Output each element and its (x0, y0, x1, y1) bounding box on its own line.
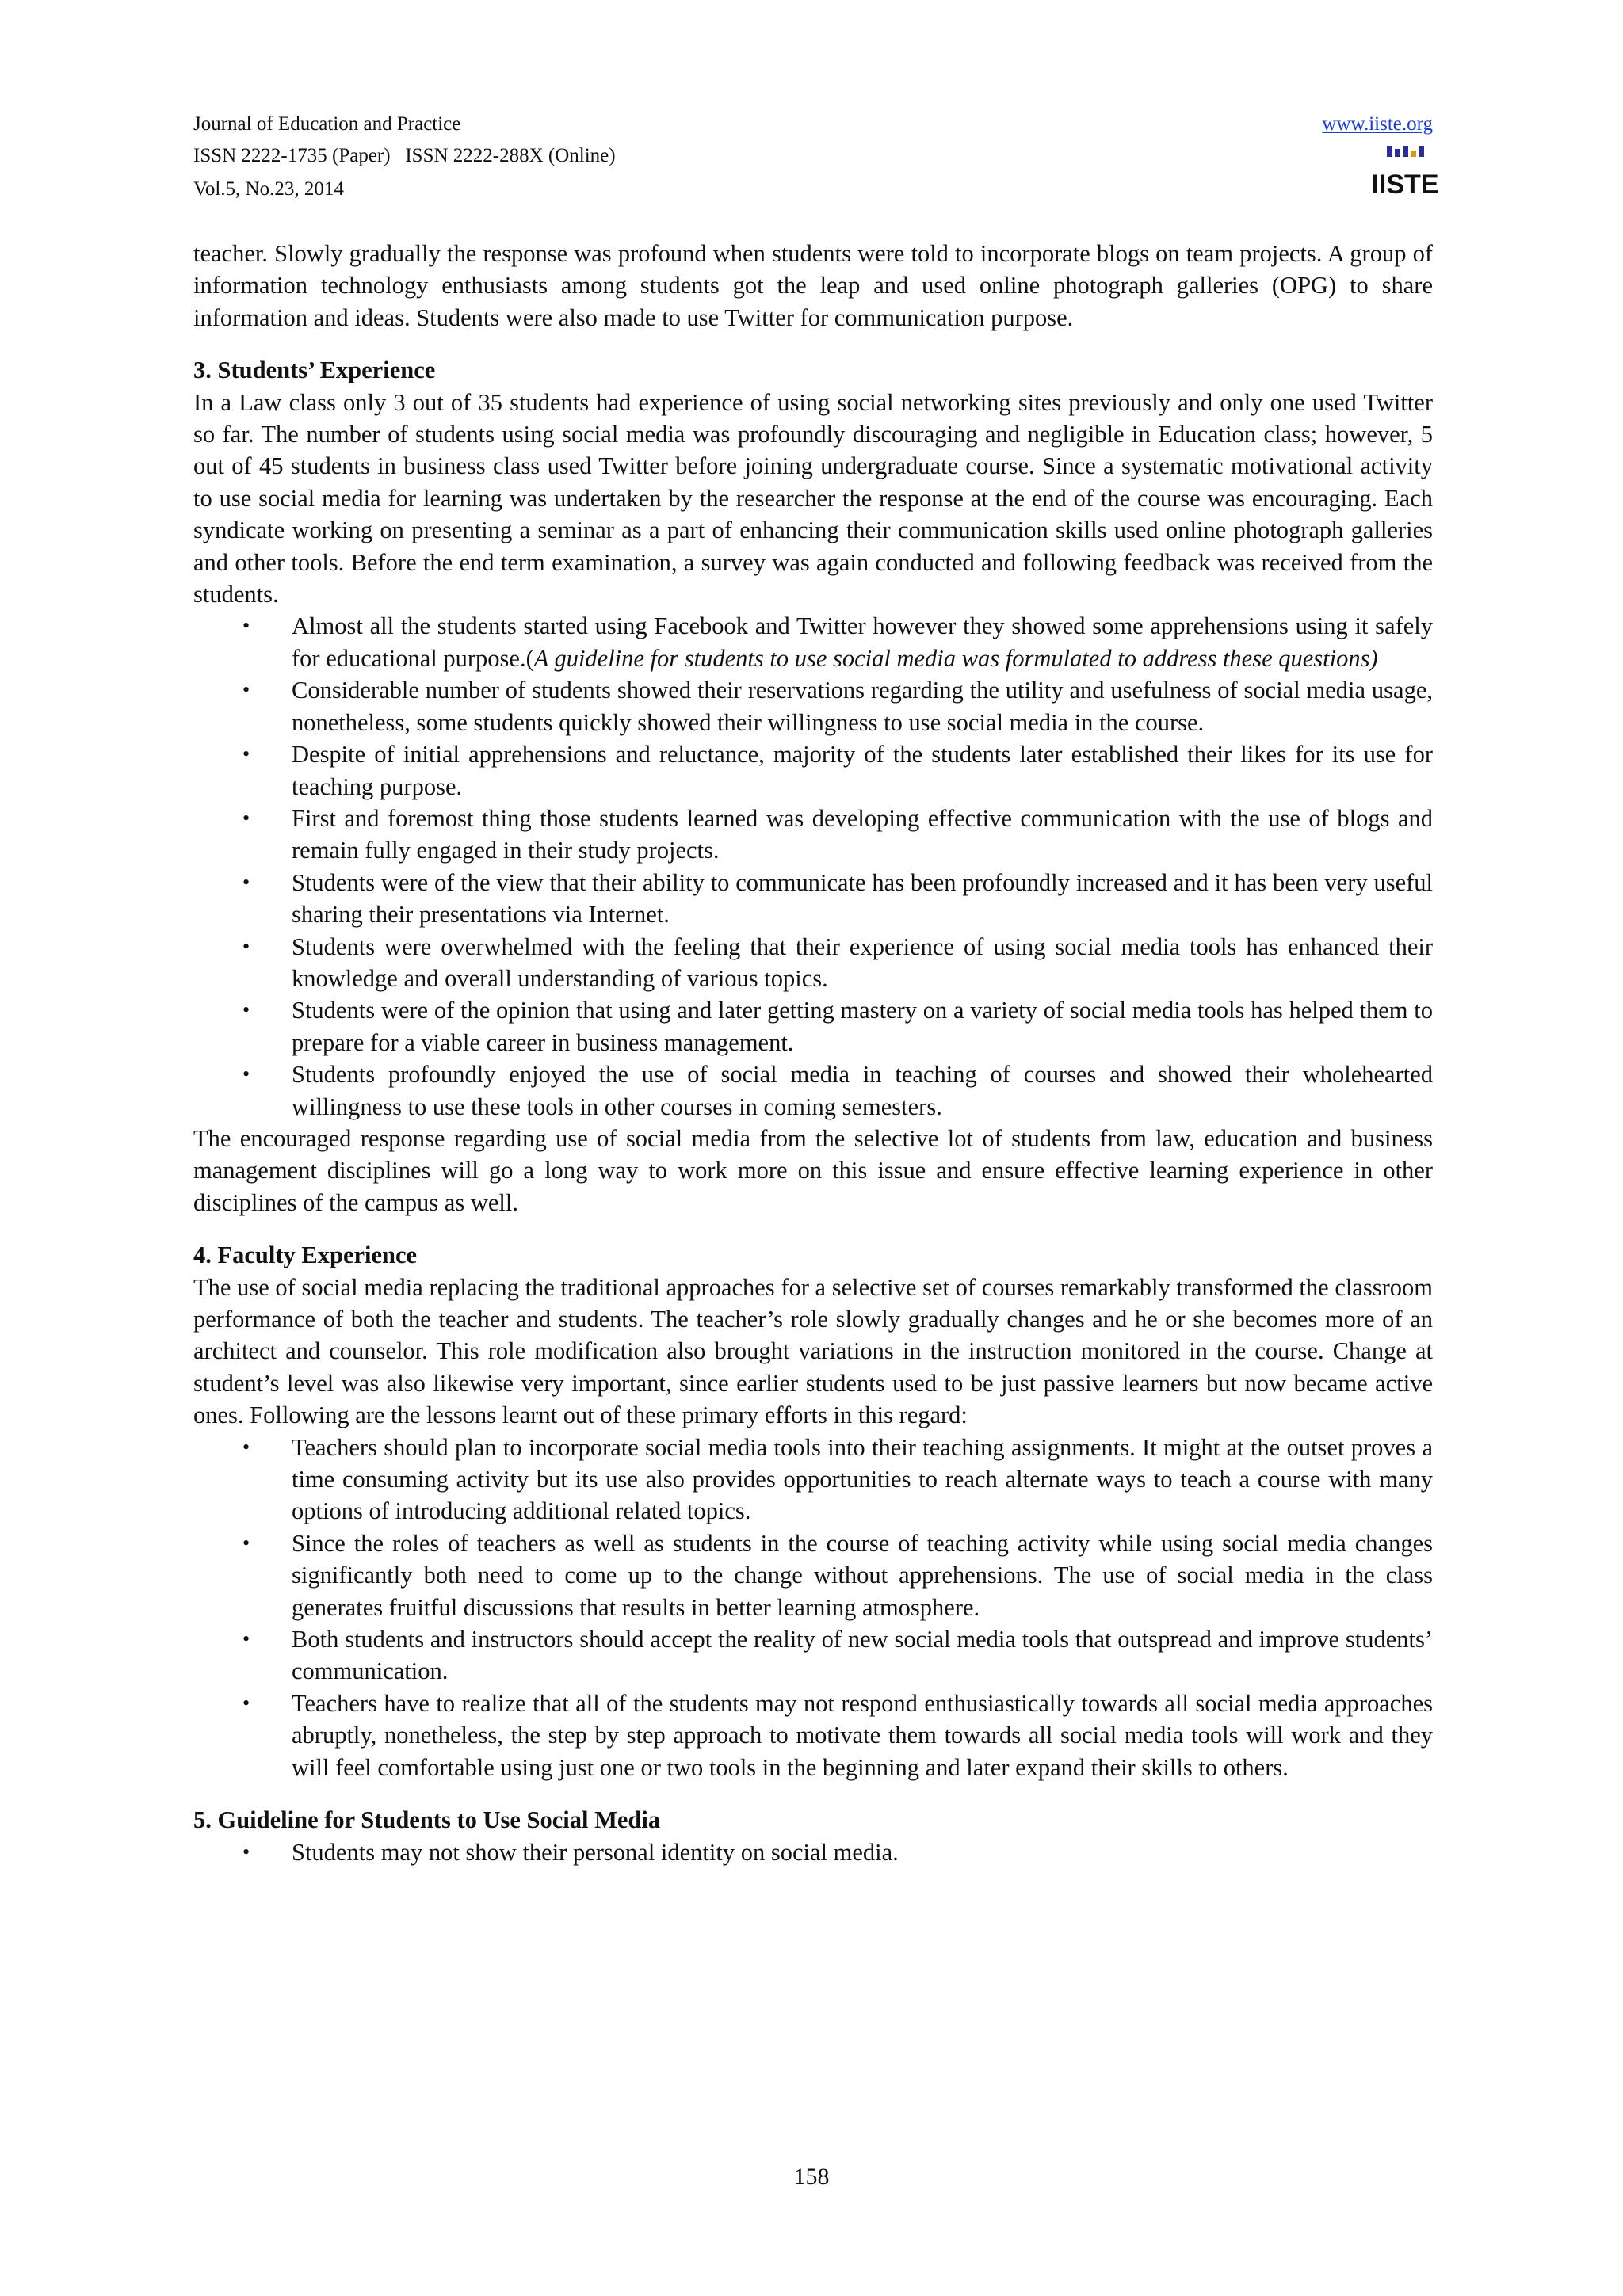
section-5-heading: 5. Guideline for Students to Use Social Media (193, 1806, 661, 1834)
section-3-heading: 3. Students’ Experience (193, 357, 436, 384)
page-header (193, 113, 1439, 208)
iiste-logo (1371, 144, 1439, 200)
journal-website-link[interactable]: www.iiste.org (1322, 113, 1433, 135)
issn-line: ISSN 2222-1735 (Paper) ISSN 2222-288X (Online) (193, 145, 616, 166)
list-item: • Both students and instructors should accept the reality of new social media tools that outspread and improve students’ communication. (193, 1623, 1433, 1688)
section-4-heading: 4. Faculty Experience (193, 1241, 418, 1269)
bullet-icon: • (242, 1627, 250, 1651)
section-3-closing: The encouraged response regarding use of social media from the selective lot of students from law, education and business management disciplines will go a long way to work more on this issue and ensure effective learning experience in other disciplines of the campus as well. (193, 1124, 1433, 1216)
list-item: • First and foremost thing those students learned was developing effective communication with the use of blogs and remain fully engaged in their study projects. (193, 803, 1433, 867)
bullet-icon: • (242, 1691, 250, 1714)
bullet-icon: • (242, 742, 250, 766)
svg-text:IISTE: IISTE (1371, 170, 1439, 200)
article-body (193, 238, 1433, 1868)
list-item: • Since the roles of teachers as well as students in the course of teaching activity while using social media changes significantly both need to come up to the change without apprehensions. The use of social media in the class generates fruitful discussions that results in better learning atmosphere. (193, 1527, 1433, 1623)
page-number: 158 (793, 2164, 830, 2190)
list-item: • Students may not show their personal identity on social media. (193, 1836, 1433, 1868)
list-item: • Students were overwhelmed with the feeling that their experience of using social media tools has enhanced their knowledge and overall understanding of various topics. (193, 931, 1433, 995)
bullet-icon: • (242, 1840, 250, 1863)
intro-paragraph: teacher. Slowly gradually the response was profound when students were told to incorporate blogs on team projects. A group of information technology enthusiasts among students got the leap and used online photograph galleries (OPG) to share information and ideas. Students were also made to use Twitter for communication purpose. (193, 240, 1433, 331)
bullet-icon: • (242, 614, 250, 638)
section-4-bullet-list (193, 1432, 1433, 1783)
bullet-icon: • (242, 1062, 250, 1086)
bullet-icon: • (242, 1435, 250, 1459)
journal-name: Journal of Education and Practice (193, 113, 461, 135)
list-item: • Students were of the view that their ability to communicate has been profoundly increased and it has been very useful sharing their presentations via Internet. (193, 867, 1433, 931)
volume-line: Vol.5, No.23, 2014 (193, 178, 344, 200)
bullet-icon: • (242, 678, 250, 702)
list-item: • Students were of the opinion that using and later getting mastery on a variety of social media tools has helped them to prepare for a viable career in business management. (193, 994, 1433, 1058)
list-item: • Despite of initial apprehensions and reluctance, majority of the students later established their likes for its use for teaching purpose. (193, 738, 1433, 803)
list-item: • Teachers have to realize that all of the students may not respond enthusiastically towards all social media approaches abruptly, nonetheless, the step by step approach to motivate them towards all social media tools will work and they will feel comfortable using just one or two tools in the beginning and later expand their skills to others. (193, 1688, 1433, 1783)
section-3-paragraph: In a Law class only 3 out of 35 students had experience of using social networking sites previously and only one used Twitter so far. The number of students using social media was profoundly discouraging and negligible in Education class; however, 5 out of 45 students in business class used Twitter before joining undergraduate course. Since a systematic motivational activity to use social media for learning was undertaken by the researcher the response at the end of the course was encouraging. Each syndicate working on presenting a seminar as a part of enhancing their communication skills used online photograph galleries and other tools. Before the end term examination, a survey was again conducted and following feedback was received from the students. (193, 388, 1433, 608)
bullet-icon: • (242, 934, 250, 958)
list-item: • Almost all the students started using Facebook and Twitter however they showed some apprehensions using it safely for educational purpose.(A guideline for students to use social media was formulated to address these questions) (193, 610, 1433, 674)
section-3-bullet-list (193, 610, 1433, 1123)
list-item: • Students profoundly enjoyed the use of social media in teaching of courses and showed their wholehearted willingness to use these tools in other courses in coming semesters. (193, 1058, 1433, 1123)
bullet-icon: • (242, 998, 250, 1022)
bullet-icon: • (242, 870, 250, 894)
section-4-paragraph: The use of social media replacing the traditional approaches for a selective set of courses remarkably transformed the classroom performance of both the teacher and students. The teacher’s role slowly gradually changes and he or she becomes more of an architect and counselor. This role modification also brought variations in the instruction monitored in the course. Change at student’s level was also likewise very important, since earlier students used to be just passive learners but now became active ones. Following are the lessons learnt out of these primary efforts in this regard: (193, 1273, 1433, 1429)
bullet-icon: • (242, 1531, 250, 1554)
section-5-bullet-list (193, 1836, 1433, 1868)
list-item: • Considerable number of students showed their reservations regarding the utility and usefulness of social media usage, nonetheless, some students quickly showed their willingness to use social media in the course. (193, 674, 1433, 738)
list-item: • Teachers should plan to incorporate social media tools into their teaching assignments. It might at the outset proves a time consuming activity but its use also provides opportunities to reach alternate ways to teach a course with many options of introducing additional related topics. (193, 1432, 1433, 1527)
bullet-icon: • (242, 806, 250, 830)
